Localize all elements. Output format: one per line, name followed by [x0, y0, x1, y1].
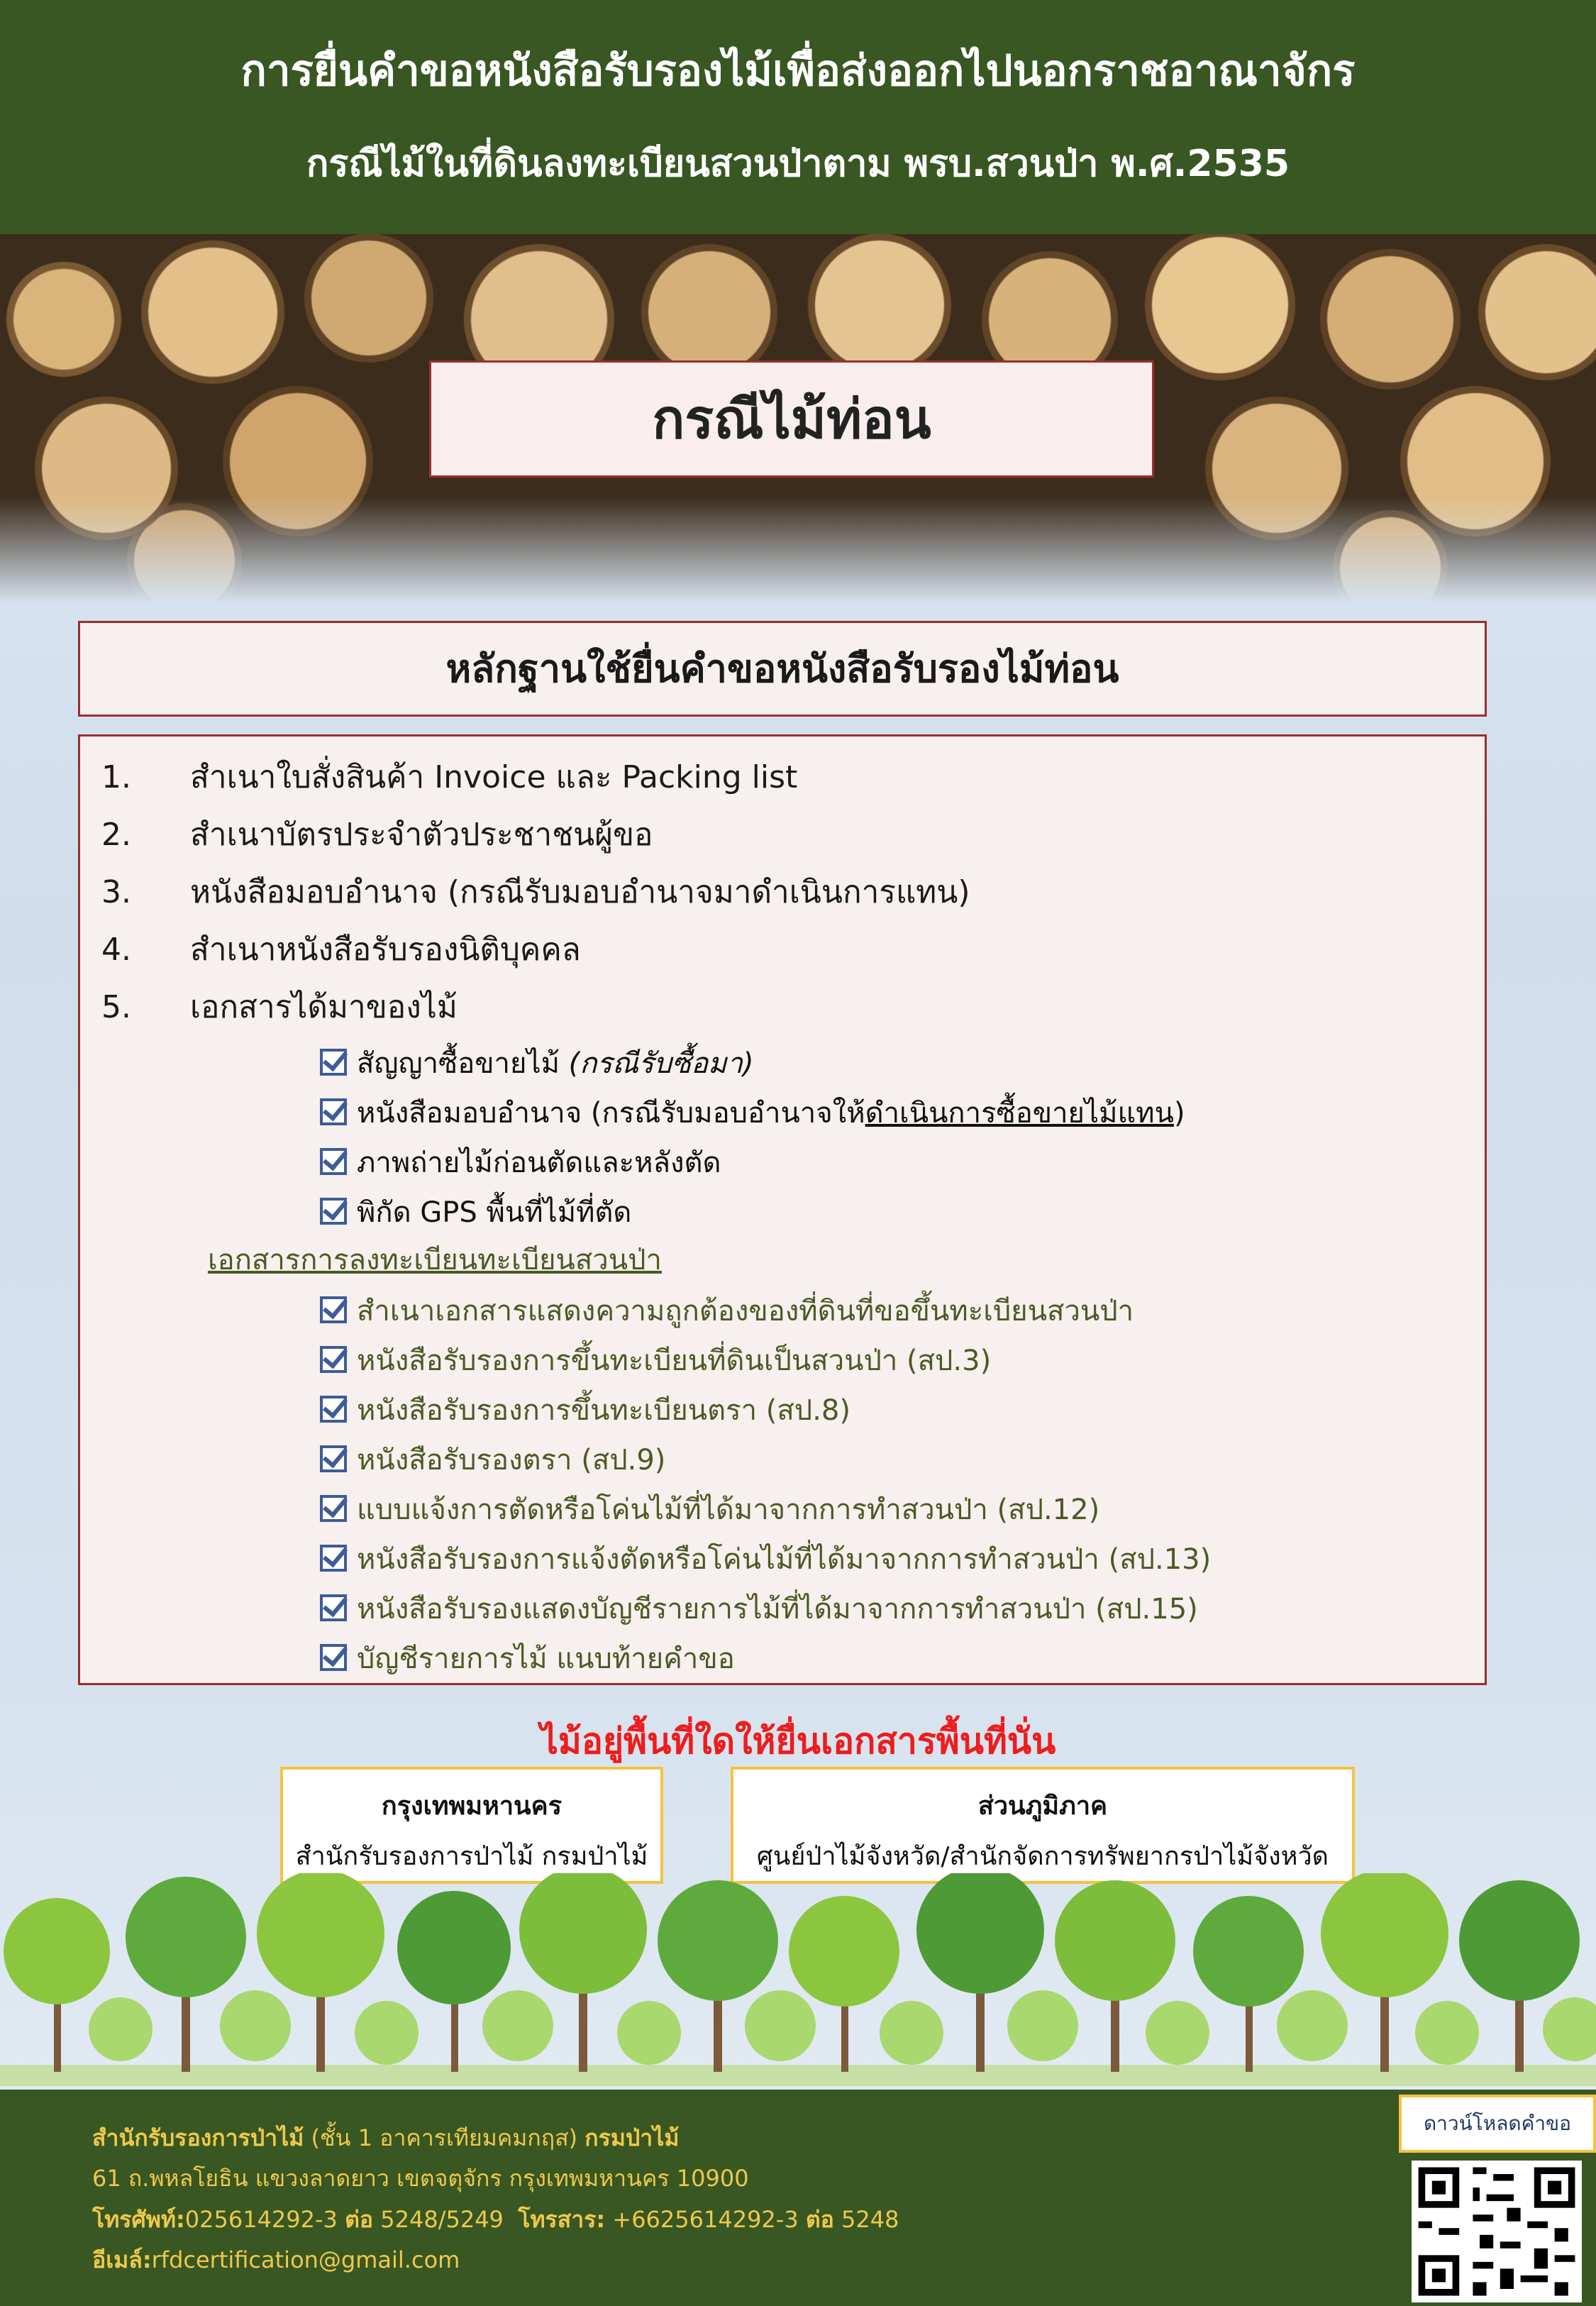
checkbox-checked-icon	[320, 1049, 347, 1076]
acquisition-doc: พิกัด GPS พื้นที่ไม้ที่ตัด	[320, 1189, 631, 1235]
region-provincial	[731, 1767, 1355, 1884]
evidence-item: 5. เอกสารได้มาของไม้	[101, 989, 458, 1025]
logs-photo-fade	[0, 497, 1596, 603]
registration-doc: หนังสือรับรองการขึ้นทะเบียนตรา (สป.8)	[320, 1387, 850, 1433]
checkbox-checked-icon	[320, 1148, 347, 1175]
qr-code-icon[interactable]	[1412, 2161, 1582, 2302]
checkbox-checked-icon	[320, 1346, 347, 1373]
registration-doc: หนังสือรับรองการขึ้นทะเบียนที่ดินเป็นสวนป่า (สป.3)	[320, 1337, 991, 1383]
checkbox-checked-icon	[320, 1644, 347, 1671]
notice-text: ไม้อยู่พื้นที่ใดให้ยื่นเอกสารพื้นที่นั่น	[540, 1721, 1056, 1762]
registration-doc: หนังสือรับรองแสดงบัญชีรายการไม้ที่ได้มาจากการทำสวนป่า (สป.15)	[320, 1586, 1198, 1631]
evidence-item: 3. หนังสือมอบอำนาจ (กรณีรับมอบอำนาจมาดำเนินการแทน)	[101, 874, 970, 910]
checkbox-checked-icon	[320, 1594, 347, 1621]
region-office: ศูนย์ป่าไม้จังหวัด/สำนักจัดการทรัพยากรป่าไม้จังหวัด	[756, 1842, 1329, 1871]
evidence-item: 1. สำเนาใบสั่งสินค้า Invoice และ Packing list	[101, 759, 798, 795]
header-banner	[0, 0, 1596, 234]
checkbox-checked-icon	[320, 1198, 347, 1225]
registration-doc: หนังสือรับรองการแจ้งตัดหรือโค่นไม้ที่ได้มาจากการทำสวนป่า (สป.13)	[320, 1536, 1211, 1582]
acquisition-doc: ภาพถ่ายไม้ก่อนตัดและหลังตัด	[320, 1140, 721, 1185]
region-bangkok	[280, 1767, 663, 1884]
footer-address: 61 ถ.พหลโยธิน แขวงลาดยาว เขตจตุจักร กรุงเทพมหานคร 10900	[92, 2165, 749, 2192]
page-title: การยื่นคำขอหนังสือรับรองไม้เพื่อส่งออกไปนอกราชอาณาจักร	[240, 46, 1356, 96]
footer-org: สำนักรับรองการป่าไม้ (ชั้น 1 อาคารเทียมคมกฤส) กรมป่าไม้	[92, 2124, 680, 2151]
registration-doc: บัญชีรายการไม้ แนบท้ายคำขอ	[320, 1635, 735, 1681]
region-title: ส่วนภูมิภาค	[977, 1792, 1108, 1821]
registration-doc: สำเนาเอกสารแสดงความถูกต้องของที่ดินที่ขอขึ้นทะเบียนสวนป่า	[320, 1288, 1134, 1333]
region-office: สำนักรับรองการป่าไม้ กรมป่าไม้	[295, 1842, 648, 1871]
trees-illustration	[0, 1873, 1596, 2086]
evidence-item: 2. สำเนาบัตรประจำตัวประชาชนผู้ขอ	[101, 817, 653, 853]
footer-phone: โทรศัพท์:025614292-3 ต่อ 5248/5249 โทรสาร: +6625614292-3 ต่อ 5248	[92, 2206, 899, 2233]
download-form-label[interactable]: ดาวน์โหลดคำขอ	[1399, 2095, 1596, 2153]
checkbox-checked-icon	[320, 1396, 347, 1423]
checkbox-checked-icon	[320, 1296, 347, 1323]
registration-heading: เอกสารการลงทะเบียนทะเบียนสวนป่า	[208, 1244, 662, 1276]
registration-doc: แบบแจ้งการตัดหรือโค่นไม้ที่ได้มาจากการทำสวนป่า (สป.12)	[320, 1486, 1099, 1532]
checkbox-checked-icon	[320, 1098, 347, 1125]
page-subtitle: กรณีไม้ในที่ดินลงทะเบียนสวนป่าตาม พรบ.สวนป่า พ.ศ.2535	[306, 143, 1290, 185]
checkbox-checked-icon	[320, 1445, 347, 1472]
region-title: กรุงเทพมหานคร	[381, 1792, 563, 1821]
case-label: กรณีไม้ท่อน	[429, 360, 1154, 478]
acquisition-doc: หนังสือมอบอำนาจ (กรณีรับมอบอำนาจให้ดำเนินการซื้อขายไม้แทน)	[320, 1090, 1185, 1135]
checkbox-checked-icon	[320, 1495, 347, 1522]
evidence-list	[78, 734, 1487, 1685]
checkbox-checked-icon	[320, 1545, 347, 1572]
registration-doc: หนังสือรับรองตรา (สป.9)	[320, 1437, 665, 1482]
evidence-item: 4. สำเนาหนังสือรับรองนิติบุคคล	[101, 932, 581, 968]
footer-email: อีเมล์:rfdcertification@gmail.com	[92, 2246, 460, 2273]
acquisition-doc: สัญญาซื้อขายไม้ (กรณีรับซื้อมา)	[320, 1040, 754, 1086]
evidence-title: หลักฐานใช้ยื่นคำขอหนังสือรับรองไม้ท่อน	[78, 621, 1487, 717]
